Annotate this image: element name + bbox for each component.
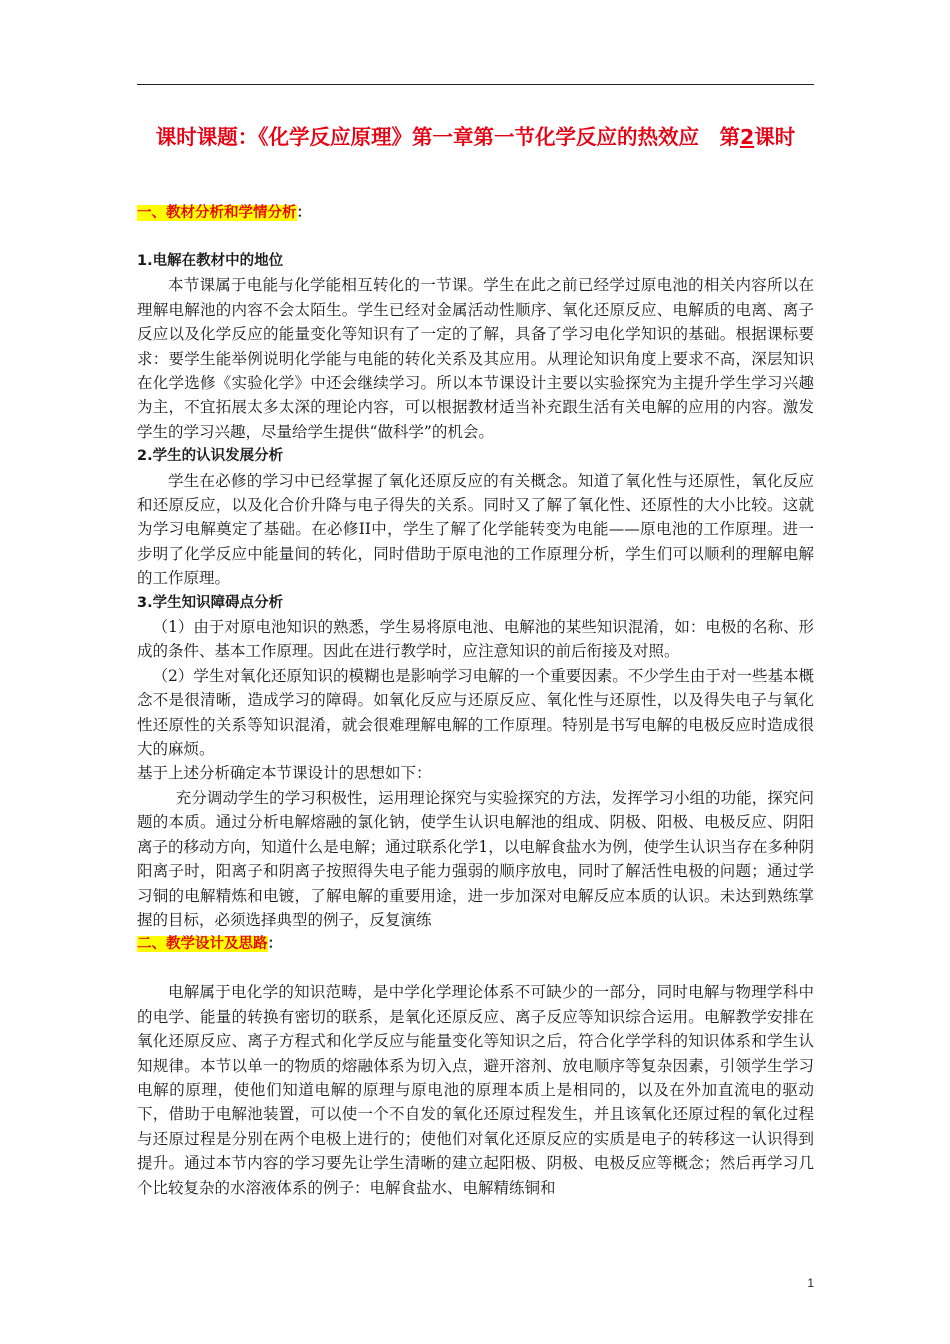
section-heading-design-text: 二、教学设计及思路 xyxy=(137,936,268,953)
paragraph-design-idea: 充分调动学生的学习积极性，运用理论探究与实验探究的方法，发挥学习小组的功能，探究问题的本质。通过分析电解熔融的氯化钠，使学生认识电解池的组成、阴极、阳极、电极反应、阴阳离子的移动方向，知道什么是电解；通过联系化学1，以电解食盐水为例，使学生认识当存在多种阴阳离子时，阳离子和阴离子按照得失电子能力强弱的顺序放电，同时了解活性电极的问题；通过学习铜的电解精炼和电镀，了解电解的重要用途，进一步加深对电解反应本质的认识。未达到熟练掌握的目标，必须选择典型的例子，反复演练 xyxy=(137,788,814,929)
section-heading-colon: ： xyxy=(296,205,311,221)
title-tail: 课时 xyxy=(754,125,796,149)
title-main: 课时课题：《化学反应原理》第一章第一节化学反应的热效应 第 xyxy=(155,125,740,149)
paragraph-obstacle-1: （1）由于对原电池知识的熟悉，学生易将原电池、电解池的某些知识混淆，如：电极的名称、形成的条件、基本工作原理。因此在进行教学时，应注意知识的前后衔接及对照。 xyxy=(137,618,814,661)
section-heading-analysis-text: 一、教材分析和学情分析 xyxy=(137,205,297,221)
paragraph-design-body: 电解属于电化学的知识范畴，是中学化学理论体系不可缺少的一部分，同时电解与物理学科中的电学、能量的转换有密切的联系，是氧化还原反应、离子反应等知识综合运用。电解教学安排在氧化还原反应、离子方程式和化学反应与能量变化等知识之后，符合化学学科的知识体系和学生认知规律。本节以单一的物质的熔融体系为切入点，避开溶剂、放电顺序等复杂因素，引领学生学习电解的原理，使他们知道电解的原理与原电池的原理本质上是相同的，以及在外加直流电的驱动下，借助于电解池装置，可以使一个不自发的氧化还原过程发生，并且该氧化还原过程的氧化过程与还原过程是分别在两个电极上进行的；使他们对氧化还原反应的实质是电子的转移这一认识得到提升。通过本节内容的学习要先让学生清晰的建立起阳极、阴极、电极反应等概念；然后再学习几个比较复杂的水溶液体系的例子：电解食盐水、电解精练铜和 xyxy=(137,983,814,1197)
header-rule xyxy=(137,84,814,85)
section-heading-colon: ： xyxy=(267,936,282,953)
subheading-textbook-position: 1.电解在教材中的地位 xyxy=(137,253,284,269)
title-lesson-number: 2 xyxy=(739,125,755,149)
page-number: 1 xyxy=(807,1276,814,1290)
subheading-student-development: 2.学生的认识发展分析 xyxy=(137,448,284,465)
spacer xyxy=(137,225,814,249)
paragraph-textbook-position: 本节课属于电能与化学能相互转化的一节课。学生在此之前已经学过原电池的相关内容所以在理解电解池的内容不会太陌生。学生已经对金属活动性顺序、氧化还原反应、电解质的电离、离子反应以及化学反应的能量变化等知识有了一定的了解，具备了学习电化学知识的基础。根据课标要求：要学生能举例说明化学能与电能的转化关系及其应用。从理论知识角度上要求不高，深层知识在化学选修《实验化学》中还会继续学习。所以本节课设计主要以实验探究为主提升学生学习兴趣为主，不宜拓展太多太深的理论内容，可以根据教材适当补充跟生活有关电解的应用的内容。激发学生的学习兴趣，尽量给学生提供“做科学”的机会。 xyxy=(137,276,814,441)
page-title xyxy=(137,124,814,150)
section-heading-analysis xyxy=(137,201,814,225)
paragraph-student-development: 学生在必修的学习中已经掌握了氧化还原反应的有关概念。知道了氧化性与还原性，氧化反应和还原反应，以及化合价升降与电子得失的关系。同时又了解了氧化性、还原性的大小比较。这就为学习电解奠定了基础。在必修II中，学生了解了化学能转变为电能——原电池的工作原理。进一步明了化学反应中能量间的转化，同时借助于原电池的工作原理分析，学生们可以顺利的理解电解的工作原理。 xyxy=(137,471,814,588)
subheading-knowledge-obstacles: 3.学生知识障碍点分析 xyxy=(137,594,284,611)
document-body xyxy=(137,201,814,1200)
section-heading-design xyxy=(137,932,814,956)
spacer xyxy=(137,956,814,980)
paragraph-obstacle-2: （2）学生对氧化还原知识的模糊也是影响学习电解的一个重要因素。不少学生由于对一些基本概念不是很清晰，造成学习的障碍。如氧化反应与还原反应、氧化性与还原性，以及得失电子与氧化性还原性的关系等知识混淆，就会很难理解电解的工作原理。特别是书写电解的电极反应时造成很大的麻烦。 xyxy=(137,666,814,759)
paragraph-design-intro: 基于上述分析确定本节课设计的思想如下： xyxy=(137,764,432,783)
